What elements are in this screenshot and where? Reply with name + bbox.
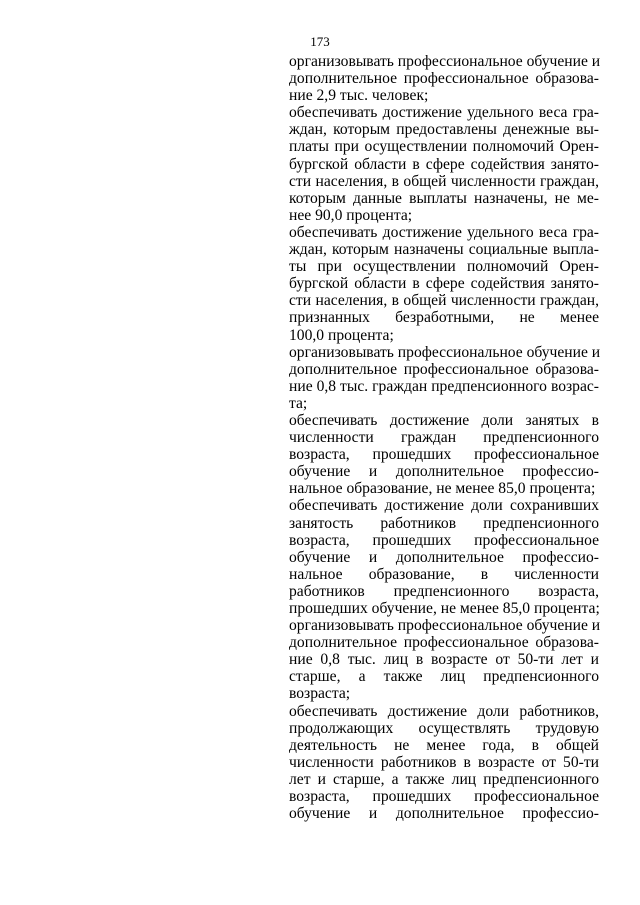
text-line: возраста, прошедших профессиональное: [289, 788, 599, 806]
text-line: ние 0,8 тыс. лиц в возрасте от 50-ти лет и: [289, 651, 599, 669]
text-line: ние 0,8 тыс. граждан предпенсионного возрас-: [289, 377, 599, 395]
text-line: возраста;: [289, 685, 351, 703]
text-line: дополнительное профессиональное образова-: [289, 634, 599, 652]
text-line: та;: [289, 394, 308, 412]
text-line: нальное образование, не менее 85,0 процента;: [289, 480, 596, 498]
text-line: сти населения, в общей численности граждан,: [289, 172, 599, 190]
text-line: обеспечивать достижение удельного веса гра-: [289, 104, 599, 122]
text-line: ние 2,9 тыс. человек;: [289, 87, 429, 105]
text-line: обеспечивать достижение доли работников,: [289, 702, 599, 720]
text-line: численности граждан предпенсионного: [289, 429, 599, 447]
paragraph: [289, 104, 599, 224]
text-line: обучение и дополнительное профессио-: [289, 548, 599, 566]
text-line: возраста, прошедших профессиональное: [289, 446, 599, 464]
text-line: бургской области в сфере содействия занято-: [289, 155, 599, 173]
paragraph: [289, 53, 599, 104]
text-line: признанных безработными, не менее: [289, 309, 599, 327]
text-column: [289, 53, 599, 822]
paragraph: [289, 412, 599, 497]
paragraph: [289, 344, 599, 412]
text-line: организовывать профессиональное обучение и: [289, 343, 601, 361]
text-line: прошедших обучение, не менее 85,0 процента;: [289, 600, 600, 617]
text-line: возраста, прошедших профессиональное: [289, 531, 599, 549]
text-line: 100,0 процента;: [289, 326, 394, 344]
text-line: старше, а также лиц предпенсионного: [289, 668, 599, 686]
paragraph: [289, 497, 599, 617]
text-line: ты при осуществлении полномочий Орен-: [289, 258, 599, 276]
text-line: нальное образование, в численности: [289, 565, 599, 583]
text-line: работников предпенсионного возраста,: [289, 582, 599, 600]
text-line: организовывать профессиональное обучение и: [289, 617, 601, 635]
paragraph: [289, 703, 599, 823]
text-line: организовывать профессиональное обучение и: [289, 53, 601, 70]
text-line: ждан, которым назначены социальные выпла-: [289, 241, 599, 259]
text-line: сти населения, в общей численности граждан,: [289, 292, 599, 310]
text-line: нее 90,0 процента;: [289, 206, 413, 224]
page-number: 173: [310, 34, 330, 49]
text-line: обеспечивать достижение доли занятых в: [289, 411, 599, 429]
text-line: лет и старше, а также лиц предпенсионного: [289, 770, 599, 788]
paragraph: [289, 224, 599, 344]
text-line: бургской области в сфере содействия занято-: [289, 275, 599, 293]
text-line: обучение и дополнительное профессио-: [289, 463, 599, 481]
text-line: дополнительное профессиональное образова-: [289, 360, 599, 378]
text-line: дополнительное профессиональное образова-: [289, 70, 599, 88]
text-line: обеспечивать достижение удельного веса гра-: [289, 223, 599, 241]
text-line: численности работников в возрасте от 50-ти: [289, 753, 599, 771]
text-line: обеспечивать достижение доли сохранивших: [289, 497, 599, 515]
paragraph: [289, 617, 599, 702]
text-line: занятость работников предпенсионного: [289, 514, 599, 532]
text-line: платы при осуществлении полномочий Орен-: [289, 138, 599, 156]
text-line: деятельность не менее года, в общей: [289, 736, 599, 754]
text-line: которым данные выплаты назначены, не ме-: [289, 189, 599, 207]
text-line: обучение и дополнительное профессио-: [289, 805, 599, 823]
text-line: продолжающих осуществлять трудовую: [289, 719, 599, 737]
text-line: ждан, которым предоставлены денежные вы-: [289, 121, 599, 139]
